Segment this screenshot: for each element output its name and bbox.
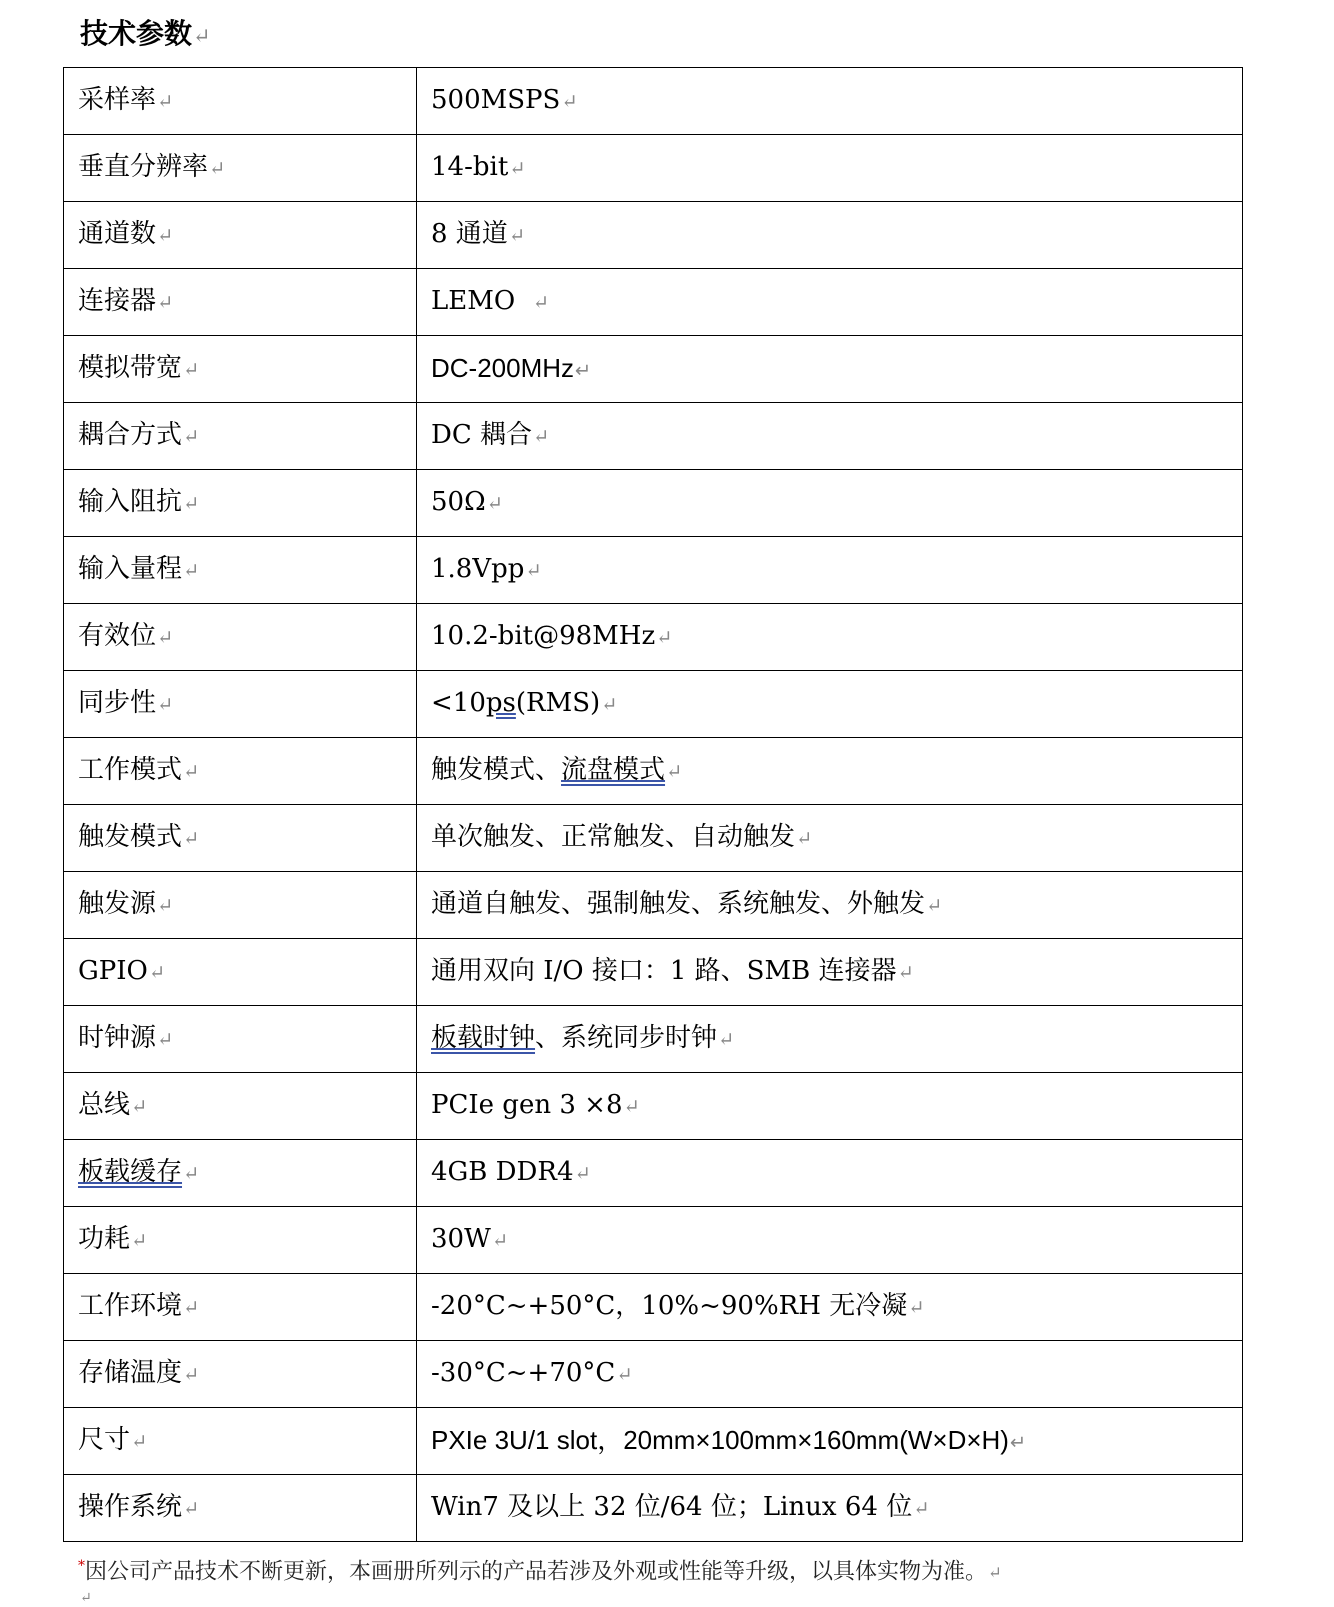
- table-row: [64, 1073, 1243, 1140]
- param-name: 尺寸↵: [64, 1408, 417, 1475]
- table-row: [64, 1408, 1243, 1475]
- paragraph-mark-icon: ↵: [525, 559, 542, 582]
- paragraph-mark-icon: ↵: [575, 359, 592, 382]
- paragraph-mark-icon: ↵: [616, 1363, 633, 1386]
- paragraph-mark-icon: ↵: [183, 1363, 200, 1386]
- paragraph-mark-icon: ↵: [796, 827, 813, 850]
- paragraph-mark-icon: ↵: [131, 1430, 148, 1453]
- paragraph-mark-icon: ↵: [491, 1229, 509, 1252]
- param-name: 总线↵: [64, 1073, 417, 1140]
- param-value: -20°C~+50°C，10%~90%RH 无冷凝↵: [417, 1274, 1243, 1341]
- paragraph-mark-icon: ↵: [157, 1028, 174, 1051]
- param-value: 板载时钟、系统同步时钟↵: [417, 1006, 1243, 1073]
- paragraph-mark-icon: ↵: [532, 291, 550, 314]
- paragraph-mark-icon: ↵: [183, 827, 200, 850]
- paragraph-mark-icon: ↵: [157, 626, 174, 649]
- param-value: DC 耦合↵: [417, 403, 1243, 470]
- table-row: [64, 403, 1243, 470]
- table-row: [64, 470, 1243, 537]
- spec-table: [63, 67, 1243, 1542]
- param-value: 单次触发、正常触发、自动触发↵: [417, 805, 1243, 872]
- spellcheck-underline: ps: [485, 688, 516, 718]
- table-row: [64, 202, 1243, 269]
- param-name: 工作模式↵: [64, 738, 417, 805]
- param-value: -30°C~+70°C↵: [417, 1341, 1243, 1408]
- paragraph-mark-icon: ↵: [509, 157, 526, 180]
- table-row: [64, 336, 1243, 403]
- param-value: PCIe gen 3 ×8↵: [417, 1073, 1243, 1140]
- paragraph-mark-icon: ↵: [623, 1095, 640, 1118]
- paragraph-mark-icon: ↵: [131, 1095, 148, 1118]
- param-value: 通用双向 I/O 接口：1 路、SMB 连接器↵: [417, 939, 1243, 1006]
- param-name: 功耗↵: [64, 1207, 417, 1274]
- param-value: PXIe 3U/1 slot，20mm×100mm×160mm(W×D×H)↵: [417, 1408, 1243, 1475]
- paragraph-mark-icon: ↵: [1009, 1431, 1027, 1454]
- paragraph-mark-icon: ↵: [666, 760, 683, 783]
- paragraph-mark-icon: ↵: [148, 961, 166, 984]
- paragraph-mark-icon: ↵: [131, 1229, 148, 1252]
- paragraph-mark-icon: ↵: [183, 425, 200, 448]
- param-value: LEMO ↵: [417, 269, 1243, 336]
- param-name: 垂直分辨率↵: [64, 135, 417, 202]
- paragraph-mark-icon: ↵: [183, 358, 200, 381]
- param-name: [64, 1140, 417, 1207]
- table-row: [64, 269, 1243, 336]
- paragraph-mark-icon: ↵: [157, 291, 174, 314]
- param-name: 输入量程↵: [64, 537, 417, 604]
- param-value: 通道自触发、强制触发、系统触发、外触发↵: [417, 872, 1243, 939]
- paragraph-mark-icon: ↵: [183, 760, 200, 783]
- paragraph-mark-icon: ↵: [193, 24, 211, 48]
- table-row: [64, 1475, 1243, 1542]
- paragraph-mark-icon: ↵: [718, 1028, 735, 1051]
- param-name: 触发源↵: [64, 872, 417, 939]
- param-name: 操作系统↵: [64, 1475, 417, 1542]
- param-value: 1.8Vpp↵: [417, 537, 1243, 604]
- paragraph-mark-icon: ↵: [183, 1162, 200, 1185]
- table-row: [64, 68, 1243, 135]
- paragraph-mark-icon: ↵: [157, 693, 174, 716]
- paragraph-mark-icon: ↵: [209, 157, 226, 180]
- param-value: 14-bit↵: [417, 135, 1243, 202]
- table-row: [64, 1207, 1243, 1274]
- paragraph-mark-icon: ↵: [486, 492, 503, 515]
- paragraph-mark-icon: ↵: [913, 1497, 930, 1520]
- param-name: 工作环境↵: [64, 1274, 417, 1341]
- paragraph-mark-icon: ↵: [601, 693, 618, 716]
- spellcheck-underline: 板载时钟: [431, 1023, 536, 1053]
- param-name: 通道数↵: [64, 202, 417, 269]
- paragraph-mark-icon: ↵: [183, 492, 200, 515]
- param-value: 10.2-bit@98MHz↵: [417, 604, 1243, 671]
- param-value: <10ps(RMS)↵: [417, 671, 1243, 738]
- table-row: [64, 135, 1243, 202]
- param-value: 30W↵: [417, 1207, 1243, 1274]
- table-row: [64, 738, 1243, 805]
- table-row: [64, 537, 1243, 604]
- paragraph-mark-icon: ↵: [508, 224, 526, 247]
- paragraph-mark-icon: ↵: [561, 90, 578, 113]
- paragraph-mark-icon: ↵: [574, 1162, 591, 1185]
- param-name: 存储温度↵: [64, 1341, 417, 1408]
- table-row: [64, 1341, 1243, 1408]
- param-name: 时钟源↵: [64, 1006, 417, 1073]
- param-value: 50Ω↵: [417, 470, 1243, 537]
- paragraph-mark-icon: ↵: [157, 90, 174, 113]
- paragraph-mark-icon: ↵: [157, 224, 174, 247]
- disclaimer-note: *因公司产品技术不断更新，本画册所列示的产品若涉及外观或性能等升级，以具体实物为准。↵: [78, 1558, 1002, 1585]
- paragraph-mark-icon: ↵: [157, 894, 174, 917]
- param-value: Win7 及以上 32 位/64 位；Linux 64 位↵: [417, 1475, 1243, 1542]
- table-row: [64, 1274, 1243, 1341]
- table-row: [64, 939, 1243, 1006]
- param-value: 触发模式、流盘模式↵: [417, 738, 1243, 805]
- param-name: 同步性↵: [64, 671, 417, 738]
- param-value: 4GB DDR4↵: [417, 1140, 1243, 1207]
- section-title: 技术参数↵: [80, 17, 211, 50]
- param-value: 8 通道↵: [417, 202, 1243, 269]
- paragraph-mark-icon: ↵: [183, 559, 200, 582]
- spellcheck-underline: 板载缓存: [78, 1157, 183, 1187]
- table-row: [64, 1140, 1243, 1207]
- param-name: 输入阻抗↵: [64, 470, 417, 537]
- footnote-mark: *: [78, 1558, 85, 1574]
- table-row: [64, 872, 1243, 939]
- param-name: 触发模式↵: [64, 805, 417, 872]
- table-row: [64, 805, 1243, 872]
- paragraph-mark-icon: ↵: [926, 894, 943, 917]
- paragraph-mark-icon: ↵: [533, 425, 550, 448]
- param-value: 500MSPS↵: [417, 68, 1243, 135]
- table-row: [64, 671, 1243, 738]
- table-row: [64, 1006, 1243, 1073]
- param-name: GPIO↵: [64, 939, 417, 1006]
- paragraph-mark-icon: ↵: [183, 1296, 200, 1319]
- paragraph-mark-icon: ↵: [656, 626, 673, 649]
- param-name: 连接器↵: [64, 269, 417, 336]
- param-name: 模拟带宽↵: [64, 336, 417, 403]
- table-row: [64, 604, 1243, 671]
- param-name: 采样率↵: [64, 68, 417, 135]
- empty-paragraph-mark-icon: ↵: [80, 1590, 92, 1606]
- param-value: DC-200MHz↵: [417, 336, 1243, 403]
- paragraph-mark-icon: ↵: [183, 1497, 200, 1520]
- spellcheck-underline: 流盘模式: [561, 755, 666, 785]
- param-name: 耦合方式↵: [64, 403, 417, 470]
- paragraph-mark-icon: ↵: [908, 1296, 925, 1319]
- param-name: 有效位↵: [64, 604, 417, 671]
- paragraph-mark-icon: ↵: [988, 1563, 1002, 1583]
- paragraph-mark-icon: ↵: [897, 961, 914, 984]
